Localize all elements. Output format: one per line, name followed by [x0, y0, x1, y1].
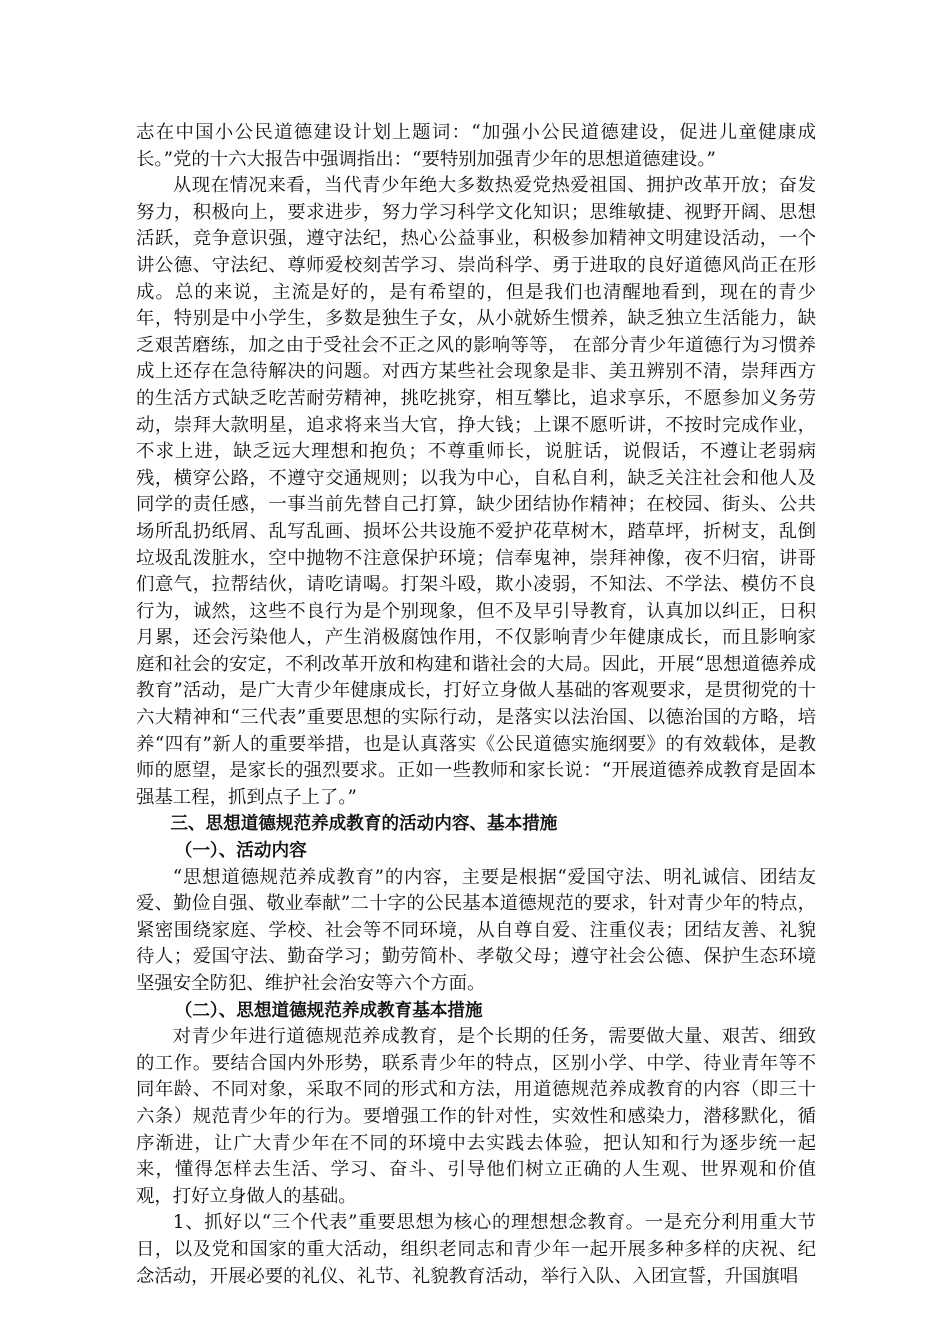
- subsection-heading-basic-measures: （二）、思想道德规范养成教育基本措施: [174, 1000, 483, 1021]
- section-heading-3: 三、思想道德规范养成教育的活动内容、基本措施: [170, 814, 558, 835]
- paragraph-intro-continued: 志在中国小公民道德建设计划上题词：“加强小公民道德建设，促进儿童健康成长。”党的十六大报告中强调指出：“要特别加强青少年的思想道德建设。”: [136, 122, 816, 170]
- paragraph-measure-1: 1、抓好以“三个代表”重要思想为核心的理想想念教育。一是充分利用重大节日，以及党和国家的重大活动，组织老同志和青少年一起开展多种多样的庆祝、纪念活动，开展必要的礼仪、礼节、礼貌教育活动，举行入队、入团宣誓，升国旗唱: [136, 1212, 816, 1287]
- paragraph-current-situation: 从现在情况来看，当代青少年绝大多数热爱党热爱祖国、拥护改革开放；奋发努力，积极向上，要求进步，努力学习科学文化知识；思维敏捷、视野开阔、思想活跃，竞争意识强，遵守法纪，热心公益事业，积极参加精神文明建设活动，一个讲公德、守法纪、尊师爱校刻苦学习、崇尚科学、勇于进取的良好道德风尚正在形成。总的来说，主流是好的，是有希望的，但是我们也清醒地看到，现在的青少年，特别是中小学生，多数是独生子女，从小就娇生惯养，缺乏独立生活能力，缺乏艰苦磨练，加之由于受社会不正之风的影响等等， 在部分青少年道德行为习惯养成上还存在急待解决的问题。对西方某些社会现象是非、美丑辨别不清，崇拜西方的生活方式缺乏吃苦耐劳精神，挑吃挑穿，相互攀比，追求享乐，不愿参加义务劳动，崇拜大款明星，追求将来当大官，挣大钱；上课不愿听讲，不按时完成作业，不求上进，缺乏远大理想和抱负；不尊重师长，说脏话，说假话，不遵让老弱病残，横穿公路，不遵守交通规则；以我为中心，自私自利，缺乏关注社会和他人及同学的责任感，一事当前先替自己打算，缺少团结协作精神；在校园、街头、公共场所乱扔纸屑、乱写乱画、损坏公共设施不爱护花草树木，踏草坪，折树支，乱倒垃圾乱泼脏水，空中抛物不注意保护环境；信奉鬼神，崇拜神像，夜不归宿，讲哥们意气，拉帮结伙，请吃请喝。打架斗殴，欺小凌弱，不知法、不学法、模仿不良行为，诚然，这些不良行为是个别现象，但不及早引导教育，认真加以纠正，日积月累，还会污染他人，产生消极腐蚀作用，不仅影响青少年健康成长，而且影响家庭和社会的安定，不利改革开放和构建和谐社会的大局。因此，开展“思想道德养成教育”活动，是广大青少年健康成长，打好立身做人基础的客观要求，是贯彻党的十六大精神和“三代表”重要思想的实际行动，是落实以法治国、以德治国的方略，培养“四有”新人的重要举措，也是认真落实《公民道德实施纲要》的有效载体，是教师的愿望，是家长的强烈要求。正如一些教师和家长说：“开展道德养成教育是固本强基工程，抓到点子上了。”: [136, 175, 816, 808]
- paragraph-basic-measures: 对青少年进行道德规范养成教育，是个长期的任务，需要做大量、艰苦、细致的工作。要结合国内外形势，联系青少年的特点，区别小学、中学、待业青年等不同年龄、不同对象，采取不同的形式和方法，用道德规范养成教育的内容（即三十六条）规范青少年的行为。要增强工作的针对性，实效性和感染力，潜移默化，循序渐进，让广大青少年在不同的环境中去实践去体验，把认知和行为逐步统一起来，懂得怎样去生活、学习、奋斗、引导他们树立正确的人生观、世界观和价值观，打好立身做人的基础。: [136, 1026, 816, 1207]
- document-page: [136, 120, 816, 1290]
- paragraph-activity-content: “思想道德规范养成教育”的内容，主要是根据“爱国守法、明礼诚信、团结友爱、勤俭自强、敬业奉献”二十字的公民基本道德规范的要求，针对青少年的特点，紧密围绕家庭、学校、社会等不同环境，从自尊自爱、注重仪表；团结友善、礼貌待人；爱国守法、勤奋学习；勤劳简朴、孝敬父母；遵守社会公德、保护生态环境坚强安全防犯、维护社会治安等六个方面。: [136, 866, 816, 994]
- subsection-heading-activity-content: （一）、活动内容: [174, 841, 307, 862]
